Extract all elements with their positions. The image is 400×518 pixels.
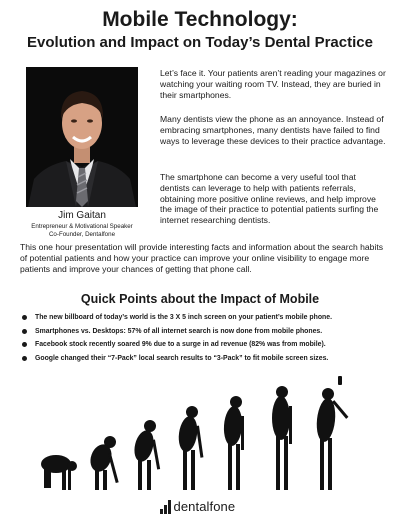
presentation-description: This one hour presentation will provide interesting facts and information about the search habits of potential patients and how your practice can improve your online visibility to engage more patients and improve your chances of getting that phone call. — [20, 242, 384, 274]
list-item — [22, 352, 394, 366]
list-item-text: The new billboard of today’s world is the 3 X 5 inch screen on your patient’s mobile phone. — [35, 314, 332, 321]
speaker-name: Jim Gaitan — [58, 210, 106, 221]
list-item-text: Smartphones vs. Desktops: 57% of all internet search is now done from mobile phones. — [35, 327, 323, 335]
bullet-icon — [22, 342, 27, 347]
speaker-photo — [26, 67, 138, 207]
intro-paragraph: The smartphone can become a very useful tool that dentists can leverage to help with patients referrals, obtaining more positive online reviews, and help improve the image of their practice to potential patients surfing the internet researching dentists. — [160, 172, 379, 226]
page-subtitle: Evolution and Impact on Today’s Dental Practice — [27, 34, 373, 51]
intro-paragraph: Let’s face it. Your patients aren’t reading your magazines or watching your waiting room TV. Instead, they are buried in their smartphones. — [160, 68, 386, 100]
logo-text: dentalfone — [173, 499, 236, 514]
dentalfone-logo — [160, 496, 235, 514]
list-item-text: Google changed their “7-Pack” local search results to “3-Pack” to fit mobile screen sizes. — [35, 354, 329, 362]
speaker-role: Entrepreneur & Motivational Speaker — [31, 223, 133, 230]
evolution-figure — [315, 376, 349, 490]
intro-paragraph: Many dentists view the phone as an annoyance. Instead of embracing smartphones, many dentists have failed to find ways to leverage these devices to their practice advantage. — [160, 114, 386, 146]
bullet-icon — [22, 315, 27, 320]
bullet-icon — [22, 356, 27, 361]
list-item — [22, 311, 394, 325]
bullet-icon — [22, 329, 27, 334]
evolution-figure — [272, 386, 292, 490]
list-item — [22, 338, 394, 352]
signal-bars-icon — [160, 500, 171, 514]
quick-points-heading: Quick Points about the Impact of Mobile — [80, 292, 320, 306]
evolution-figure — [131, 420, 160, 490]
evolution-figure — [177, 406, 204, 490]
evolution-figure — [87, 436, 119, 490]
quick-points-list — [22, 311, 394, 365]
speaker-portrait-icon — [26, 67, 138, 207]
page-title: Mobile Technology: — [102, 8, 298, 31]
speaker-company: Co-Founder, Dentalfone — [48, 231, 116, 238]
evolution-figure — [223, 396, 244, 490]
list-item-text: Facebook stock recently soared 9% due to a surge in ad revenue (82% was from mobile). — [35, 341, 326, 348]
evolution-figure — [41, 455, 77, 490]
list-item — [22, 325, 394, 339]
